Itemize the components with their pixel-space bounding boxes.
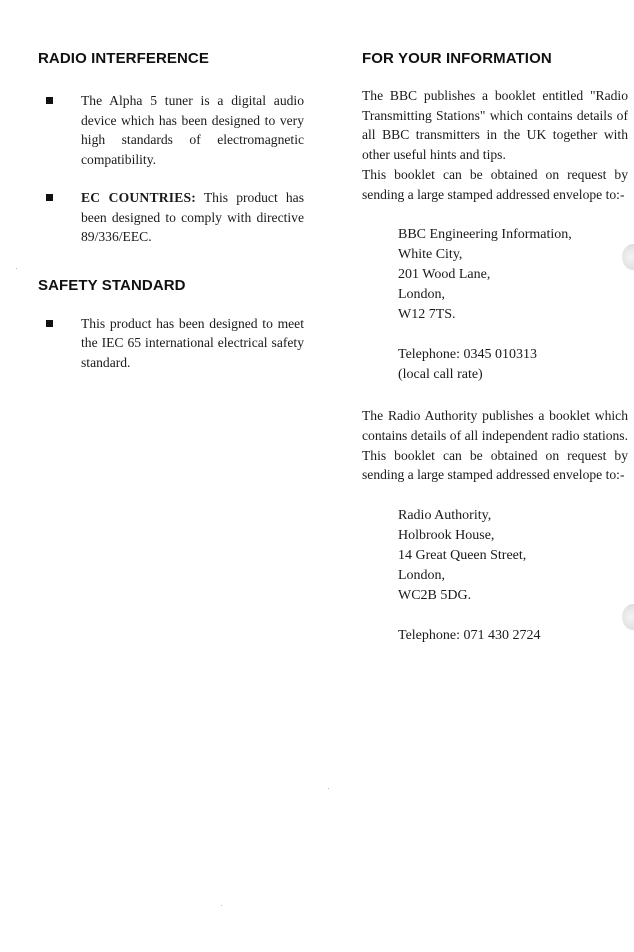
ec-countries-label: EC COUNTRIES: (81, 190, 196, 205)
ec-countries-text: This product has been designed to comply with directive 89/336/EEC. (81, 190, 304, 244)
radio-interference-list (38, 91, 304, 247)
address-line: London, (398, 287, 446, 303)
left-column (38, 50, 304, 372)
address-line: Holbrook House, (398, 528, 495, 544)
safety-standard-list (38, 314, 304, 373)
address-line: W12 7TS. (398, 307, 456, 323)
list-item (38, 314, 304, 373)
list-item (38, 91, 304, 169)
list-item (38, 188, 304, 247)
emc-statement: The Alpha 5 tuner is a digital audio device which has been designed to very high standards of electromagnetic compatibility. (81, 93, 304, 167)
address-line: WC2B 5DG. (398, 588, 472, 604)
address-line: 14 Great Queen Street, (398, 548, 527, 564)
bullet-icon (46, 97, 53, 104)
address-line: White City, (398, 247, 463, 263)
radio-authority-telephone: Telephone: 071 430 2724 (398, 628, 541, 644)
bbc-telephone: Telephone: 0345 010313 (398, 347, 537, 363)
safety-standard-heading: SAFETY STANDARD (38, 276, 186, 294)
radio-authority-address-block (398, 506, 628, 646)
bbc-address-block (398, 225, 628, 385)
address-line: BBC Engineering Information, (398, 227, 572, 243)
bbc-booklet-paragraph: The BBC publishes a booklet entitled "Radio Transmitting Stations" which contains details of all BBC transmitters in the UK together with other useful hints and tips. (362, 88, 628, 163)
scan-speck (221, 905, 222, 906)
scan-speck (328, 788, 329, 789)
radio-interference-heading: RADIO INTERFERENCE (38, 50, 209, 67)
address-line: Radio Authority, (398, 508, 492, 524)
scan-speck (16, 268, 17, 269)
radio-authority-paragraph: The Radio Authority publishes a booklet which contains details of all independent radio stations. This booklet can be obtained on request by sending a large stamped addressed envelope to:- (362, 408, 628, 483)
bullet-icon (46, 194, 53, 201)
address-line: 201 Wood Lane, (398, 267, 491, 283)
right-column (362, 50, 628, 646)
bbc-request-paragraph: This booklet can be obtained on request by sending a large stamped addressed envelope to:- (362, 166, 628, 202)
bbc-call-rate: (local call rate) (398, 367, 483, 383)
safety-statement: This product has been designed to meet the IEC 65 international electrical safety standard. (81, 315, 304, 370)
for-your-information-heading: FOR YOUR INFORMATION (362, 50, 552, 67)
address-line: London, (398, 568, 446, 584)
bullet-icon (46, 320, 53, 327)
